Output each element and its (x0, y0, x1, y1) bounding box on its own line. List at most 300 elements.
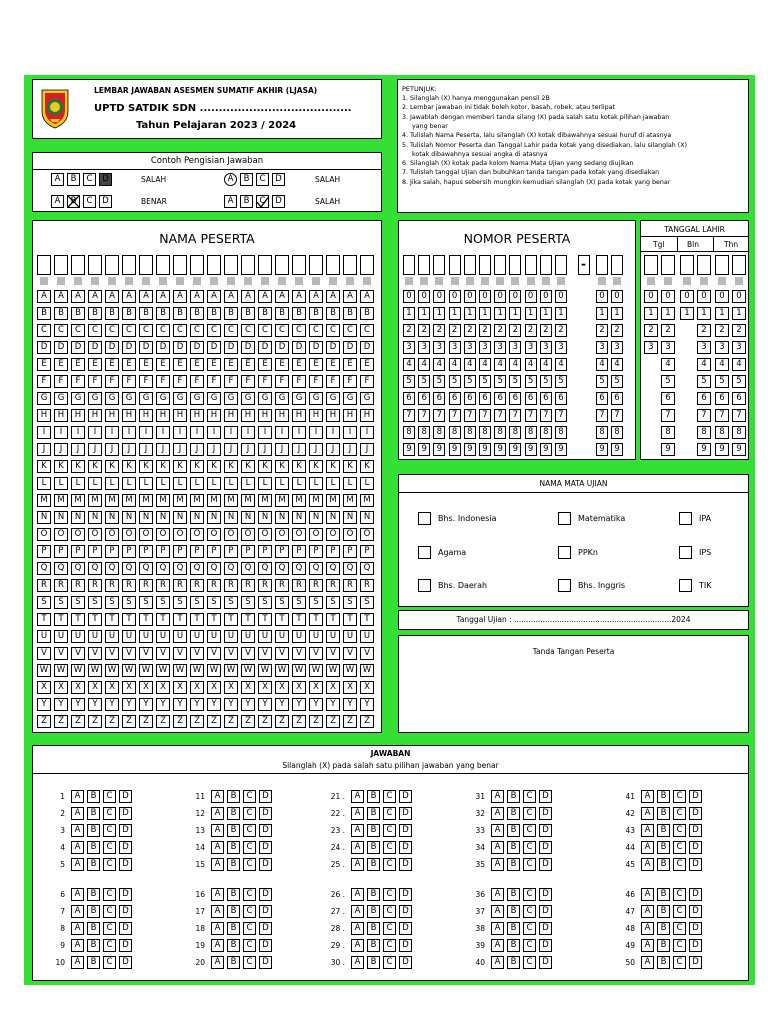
name-letter-bubble[interactable]: Q (71, 562, 85, 575)
answer-option-box[interactable]: C (523, 905, 536, 918)
name-letter-bubble[interactable]: T (343, 613, 357, 626)
nomor-digit-bubble[interactable]: 3 (464, 341, 476, 354)
name-letter-bubble[interactable]: T (275, 613, 289, 626)
tanggal-digit-bubble[interactable]: 5 (732, 375, 746, 388)
name-letter-bubble[interactable]: E (156, 358, 170, 371)
name-letter-bubble[interactable]: O (241, 528, 255, 541)
name-letter-bubble[interactable]: I (139, 426, 153, 439)
answer-option-box[interactable]: B (657, 956, 670, 969)
answer-option-box[interactable]: A (211, 956, 224, 969)
answer-option-box[interactable]: C (383, 824, 396, 837)
name-letter-bubble[interactable]: Y (88, 698, 102, 711)
name-letter-bubble[interactable]: D (71, 341, 85, 354)
name-letter-bubble[interactable]: V (241, 647, 255, 660)
name-letter-bubble[interactable]: P (156, 545, 170, 558)
answer-option-box[interactable]: C (673, 858, 686, 871)
answer-option-box[interactable]: B (657, 824, 670, 837)
name-letter-bubble[interactable]: K (207, 460, 221, 473)
name-letter-bubble[interactable]: A (105, 290, 119, 303)
name-letter-bubble[interactable]: H (88, 409, 102, 422)
answer-option-box[interactable]: B (367, 939, 380, 952)
name-letter-bubble[interactable]: B (190, 307, 204, 320)
tanggal-digit-bubble[interactable]: 2 (697, 324, 711, 337)
name-letter-bubble[interactable]: A (37, 290, 51, 303)
name-letter-bubble[interactable]: G (343, 392, 357, 405)
name-letter-bubble[interactable]: L (309, 477, 323, 490)
name-letter-bubble[interactable]: W (224, 664, 238, 677)
answer-option-box[interactable]: D (399, 939, 412, 952)
nomor-write-box[interactable] (525, 255, 537, 275)
answer-option-box[interactable]: D (539, 824, 552, 837)
name-letter-bubble[interactable]: R (275, 579, 289, 592)
name-letter-bubble[interactable]: Q (292, 562, 306, 575)
name-letter-bubble[interactable]: G (173, 392, 187, 405)
name-letter-bubble[interactable]: X (275, 681, 289, 694)
answer-option-box[interactable]: B (87, 824, 100, 837)
nomor-write-box[interactable] (509, 255, 521, 275)
name-letter-bubble[interactable]: X (37, 681, 51, 694)
name-letter-bubble[interactable]: T (224, 613, 238, 626)
name-letter-bubble[interactable]: L (241, 477, 255, 490)
name-letter-bubble[interactable]: Y (139, 698, 153, 711)
name-letter-bubble[interactable]: A (224, 290, 238, 303)
name-letter-bubble[interactable]: S (37, 596, 51, 609)
name-letter-bubble[interactable]: H (360, 409, 374, 422)
name-letter-bubble[interactable]: M (122, 494, 136, 507)
tanggal-write-box[interactable] (732, 255, 746, 275)
name-letter-bubble[interactable]: N (241, 511, 255, 524)
name-letter-bubble[interactable]: C (224, 324, 238, 337)
name-letter-bubble[interactable]: M (258, 494, 272, 507)
name-letter-bubble[interactable]: E (343, 358, 357, 371)
answer-option-box[interactable]: A (641, 824, 654, 837)
name-letter-bubble[interactable]: X (241, 681, 255, 694)
name-letter-bubble[interactable]: Y (105, 698, 119, 711)
name-letter-bubble[interactable]: M (241, 494, 255, 507)
nomor-digit-bubble[interactable]: 5 (555, 375, 567, 388)
name-letter-bubble[interactable]: F (71, 375, 85, 388)
name-letter-bubble[interactable]: E (122, 358, 136, 371)
nomor-write-box[interactable] (555, 255, 567, 275)
name-letter-bubble[interactable]: D (360, 341, 374, 354)
name-letter-bubble[interactable]: Z (122, 715, 136, 728)
answer-option-box[interactable]: D (539, 956, 552, 969)
name-letter-bubble[interactable]: V (224, 647, 238, 660)
name-write-box[interactable] (360, 255, 374, 275)
name-letter-bubble[interactable]: Q (156, 562, 170, 575)
name-letter-bubble[interactable]: H (241, 409, 255, 422)
name-letter-bubble[interactable]: D (207, 341, 221, 354)
name-letter-bubble[interactable]: Q (309, 562, 323, 575)
nomor-digit-bubble[interactable]: 3 (403, 341, 415, 354)
name-letter-bubble[interactable]: K (156, 460, 170, 473)
name-letter-bubble[interactable]: S (326, 596, 340, 609)
name-letter-bubble[interactable]: U (309, 630, 323, 643)
answer-option-box[interactable]: B (87, 807, 100, 820)
answer-option-box[interactable]: A (211, 824, 224, 837)
answer-option-box[interactable]: D (259, 905, 272, 918)
name-letter-bubble[interactable]: I (309, 426, 323, 439)
name-letter-bubble[interactable]: C (190, 324, 204, 337)
name-letter-bubble[interactable]: S (54, 596, 68, 609)
answer-option-box[interactable]: D (399, 888, 412, 901)
name-letter-bubble[interactable]: G (326, 392, 340, 405)
name-letter-bubble[interactable]: Q (105, 562, 119, 575)
tanggal-digit-bubble[interactable]: 0 (715, 290, 729, 303)
name-letter-bubble[interactable]: O (360, 528, 374, 541)
name-write-box[interactable] (224, 255, 238, 275)
name-letter-bubble[interactable]: E (360, 358, 374, 371)
name-letter-bubble[interactable]: G (258, 392, 272, 405)
name-letter-bubble[interactable]: R (326, 579, 340, 592)
answer-option-box[interactable]: C (383, 905, 396, 918)
subject-checkbox[interactable] (679, 512, 692, 525)
nomor-digit-bubble[interactable]: 3 (555, 341, 567, 354)
answer-option-box[interactable]: C (243, 790, 256, 803)
name-letter-bubble[interactable]: A (275, 290, 289, 303)
name-letter-bubble[interactable]: L (224, 477, 238, 490)
name-letter-bubble[interactable]: W (292, 664, 306, 677)
name-letter-bubble[interactable]: I (190, 426, 204, 439)
name-letter-bubble[interactable]: F (224, 375, 238, 388)
name-letter-bubble[interactable]: P (88, 545, 102, 558)
answer-option-box[interactable]: B (507, 922, 520, 935)
name-letter-bubble[interactable]: G (54, 392, 68, 405)
name-letter-bubble[interactable]: C (207, 324, 221, 337)
name-letter-bubble[interactable]: K (71, 460, 85, 473)
name-letter-bubble[interactable]: O (71, 528, 85, 541)
name-letter-bubble[interactable]: H (37, 409, 51, 422)
answer-option-box[interactable]: A (491, 841, 504, 854)
name-letter-bubble[interactable]: H (343, 409, 357, 422)
name-letter-bubble[interactable]: U (190, 630, 204, 643)
answer-option-box[interactable]: B (507, 807, 520, 820)
answer-option-box[interactable]: A (211, 939, 224, 952)
name-letter-bubble[interactable]: I (292, 426, 306, 439)
name-letter-bubble[interactable]: A (292, 290, 306, 303)
name-letter-bubble[interactable]: T (292, 613, 306, 626)
name-letter-bubble[interactable]: X (343, 681, 357, 694)
name-letter-bubble[interactable]: G (190, 392, 204, 405)
answer-option-box[interactable]: B (87, 888, 100, 901)
name-letter-bubble[interactable]: U (292, 630, 306, 643)
name-letter-bubble[interactable]: Y (37, 698, 51, 711)
name-letter-bubble[interactable]: J (343, 443, 357, 456)
nomor-digit-bubble[interactable]: 7 (418, 409, 430, 422)
name-letter-bubble[interactable]: O (224, 528, 238, 541)
name-letter-bubble[interactable]: K (292, 460, 306, 473)
nomor-digit-bubble[interactable]: 7 (464, 409, 476, 422)
name-letter-bubble[interactable]: A (343, 290, 357, 303)
name-letter-bubble[interactable]: J (292, 443, 306, 456)
answer-option-box[interactable]: D (689, 807, 702, 820)
name-letter-bubble[interactable]: V (139, 647, 153, 660)
name-letter-bubble[interactable]: E (54, 358, 68, 371)
nomor-digit-bubble[interactable]: 8 (611, 426, 623, 439)
name-letter-bubble[interactable]: G (224, 392, 238, 405)
nomor-digit-bubble[interactable]: 0 (479, 290, 491, 303)
name-letter-bubble[interactable]: S (88, 596, 102, 609)
nomor-digit-bubble[interactable]: 8 (433, 426, 445, 439)
name-letter-bubble[interactable]: A (241, 290, 255, 303)
name-letter-bubble[interactable]: J (173, 443, 187, 456)
answer-option-box[interactable]: A (351, 858, 364, 871)
name-letter-bubble[interactable]: V (190, 647, 204, 660)
name-letter-bubble[interactable]: G (139, 392, 153, 405)
name-letter-bubble[interactable]: V (292, 647, 306, 660)
name-letter-bubble[interactable]: B (292, 307, 306, 320)
name-letter-bubble[interactable]: S (71, 596, 85, 609)
name-letter-bubble[interactable]: A (139, 290, 153, 303)
name-letter-bubble[interactable]: G (122, 392, 136, 405)
name-write-box[interactable] (122, 255, 136, 275)
nomor-digit-bubble[interactable]: 5 (479, 375, 491, 388)
name-letter-bubble[interactable]: X (156, 681, 170, 694)
nomor-digit-bubble[interactable]: 8 (403, 426, 415, 439)
name-letter-bubble[interactable]: H (224, 409, 238, 422)
answer-option-box[interactable]: A (71, 824, 84, 837)
nomor-digit-bubble[interactable]: 1 (464, 307, 476, 320)
name-letter-bubble[interactable]: D (173, 341, 187, 354)
name-letter-bubble[interactable]: V (326, 647, 340, 660)
name-letter-bubble[interactable]: E (71, 358, 85, 371)
name-letter-bubble[interactable]: Z (156, 715, 170, 728)
name-letter-bubble[interactable]: E (292, 358, 306, 371)
tanggal-digit-bubble[interactable]: 1 (680, 307, 694, 320)
name-letter-bubble[interactable]: N (156, 511, 170, 524)
nomor-digit-bubble[interactable]: 1 (509, 307, 521, 320)
name-letter-bubble[interactable]: X (88, 681, 102, 694)
name-write-box[interactable] (258, 255, 272, 275)
nomor-digit-bubble[interactable]: 7 (525, 409, 537, 422)
answer-option-box[interactable]: C (673, 888, 686, 901)
nomor-digit-bubble[interactable]: 4 (433, 358, 445, 371)
answer-option-box[interactable]: B (227, 956, 240, 969)
answer-option-box[interactable]: B (367, 922, 380, 935)
name-letter-bubble[interactable]: J (241, 443, 255, 456)
name-letter-bubble[interactable]: O (105, 528, 119, 541)
name-write-box[interactable] (241, 255, 255, 275)
name-letter-bubble[interactable]: X (224, 681, 238, 694)
name-letter-bubble[interactable]: W (88, 664, 102, 677)
name-letter-bubble[interactable]: R (292, 579, 306, 592)
name-letter-bubble[interactable]: R (54, 579, 68, 592)
answer-option-box[interactable]: B (367, 841, 380, 854)
nomor-digit-bubble[interactable]: 4 (403, 358, 415, 371)
name-letter-bubble[interactable]: D (139, 341, 153, 354)
nomor-digit-bubble[interactable]: 0 (494, 290, 506, 303)
name-letter-bubble[interactable]: W (275, 664, 289, 677)
name-letter-bubble[interactable]: R (360, 579, 374, 592)
name-letter-bubble[interactable]: Q (54, 562, 68, 575)
answer-option-box[interactable]: D (259, 888, 272, 901)
answer-option-box[interactable]: B (367, 824, 380, 837)
name-letter-bubble[interactable]: Z (190, 715, 204, 728)
name-letter-bubble[interactable]: A (360, 290, 374, 303)
name-letter-bubble[interactable]: G (207, 392, 221, 405)
name-letter-bubble[interactable]: K (122, 460, 136, 473)
name-letter-bubble[interactable]: U (258, 630, 272, 643)
name-letter-bubble[interactable]: L (37, 477, 51, 490)
answer-option-box[interactable]: A (351, 790, 364, 803)
name-letter-bubble[interactable]: M (309, 494, 323, 507)
name-letter-bubble[interactable]: K (139, 460, 153, 473)
nomor-digit-bubble[interactable]: 2 (464, 324, 476, 337)
nomor-digit-bubble[interactable]: 7 (509, 409, 521, 422)
name-letter-bubble[interactable]: K (343, 460, 357, 473)
name-letter-bubble[interactable]: Q (275, 562, 289, 575)
answer-option-box[interactable]: A (71, 841, 84, 854)
nomor-digit-bubble[interactable]: 1 (479, 307, 491, 320)
name-letter-bubble[interactable]: C (173, 324, 187, 337)
answer-option-box[interactable]: B (507, 888, 520, 901)
answer-option-box[interactable]: C (383, 807, 396, 820)
name-letter-bubble[interactable]: O (37, 528, 51, 541)
answer-option-box[interactable]: A (641, 790, 654, 803)
name-letter-bubble[interactable]: U (241, 630, 255, 643)
answer-option-box[interactable]: D (539, 858, 552, 871)
name-letter-bubble[interactable]: F (105, 375, 119, 388)
nomor-write-box[interactable] (479, 255, 491, 275)
name-letter-bubble[interactable]: R (190, 579, 204, 592)
name-letter-bubble[interactable]: B (326, 307, 340, 320)
nomor-digit-bubble[interactable]: 2 (433, 324, 445, 337)
name-letter-bubble[interactable]: T (122, 613, 136, 626)
name-letter-bubble[interactable]: L (258, 477, 272, 490)
name-letter-bubble[interactable]: E (88, 358, 102, 371)
name-letter-bubble[interactable]: F (139, 375, 153, 388)
tanggal-digit-bubble[interactable]: 7 (697, 409, 711, 422)
name-letter-bubble[interactable]: X (309, 681, 323, 694)
name-letter-bubble[interactable]: N (139, 511, 153, 524)
name-letter-bubble[interactable]: G (156, 392, 170, 405)
name-letter-bubble[interactable]: U (122, 630, 136, 643)
name-letter-bubble[interactable]: Y (309, 698, 323, 711)
answer-option-box[interactable]: D (259, 956, 272, 969)
tanggal-digit-bubble[interactable]: 7 (661, 409, 675, 422)
name-letter-bubble[interactable]: A (88, 290, 102, 303)
nomor-digit-bubble[interactable]: 4 (509, 358, 521, 371)
answer-option-box[interactable]: C (673, 841, 686, 854)
name-letter-bubble[interactable]: W (139, 664, 153, 677)
name-letter-bubble[interactable]: J (326, 443, 340, 456)
name-letter-bubble[interactable]: Y (343, 698, 357, 711)
name-letter-bubble[interactable]: A (156, 290, 170, 303)
name-letter-bubble[interactable]: Y (54, 698, 68, 711)
name-letter-bubble[interactable]: E (37, 358, 51, 371)
name-letter-bubble[interactable]: I (343, 426, 357, 439)
name-write-box[interactable] (292, 255, 306, 275)
name-letter-bubble[interactable]: U (88, 630, 102, 643)
nomor-digit-bubble[interactable]: 5 (540, 375, 552, 388)
name-letter-bubble[interactable]: T (71, 613, 85, 626)
name-letter-bubble[interactable]: Y (326, 698, 340, 711)
answer-option-box[interactable]: A (641, 807, 654, 820)
nomor-digit-bubble[interactable]: 8 (494, 426, 506, 439)
nomor-digit-bubble[interactable]: 4 (449, 358, 461, 371)
name-letter-bubble[interactable]: O (190, 528, 204, 541)
nomor-digit-bubble[interactable]: 2 (509, 324, 521, 337)
name-letter-bubble[interactable]: B (37, 307, 51, 320)
name-letter-bubble[interactable]: P (173, 545, 187, 558)
name-letter-bubble[interactable]: Z (224, 715, 238, 728)
answer-option-box[interactable]: D (689, 922, 702, 935)
answer-option-box[interactable]: C (243, 807, 256, 820)
tanggal-digit-bubble[interactable]: 7 (715, 409, 729, 422)
name-letter-bubble[interactable]: H (122, 409, 136, 422)
name-letter-bubble[interactable]: B (275, 307, 289, 320)
name-letter-bubble[interactable]: W (190, 664, 204, 677)
name-letter-bubble[interactable]: Z (105, 715, 119, 728)
name-letter-bubble[interactable]: D (258, 341, 272, 354)
name-letter-bubble[interactable]: J (88, 443, 102, 456)
answer-option-box[interactable]: A (211, 841, 224, 854)
name-letter-bubble[interactable]: R (122, 579, 136, 592)
name-letter-bubble[interactable]: X (105, 681, 119, 694)
name-letter-bubble[interactable]: I (360, 426, 374, 439)
answer-option-box[interactable]: D (119, 790, 132, 803)
name-letter-bubble[interactable]: A (190, 290, 204, 303)
name-letter-bubble[interactable]: N (326, 511, 340, 524)
name-letter-bubble[interactable]: C (275, 324, 289, 337)
nomor-digit-bubble[interactable]: 6 (509, 392, 521, 405)
name-letter-bubble[interactable]: T (105, 613, 119, 626)
name-letter-bubble[interactable]: E (105, 358, 119, 371)
answer-option-box[interactable]: B (657, 858, 670, 871)
nomor-digit-bubble[interactable]: 2 (479, 324, 491, 337)
answer-option-box[interactable]: D (689, 790, 702, 803)
name-letter-bubble[interactable]: W (360, 664, 374, 677)
nomor-digit-bubble[interactable]: 0 (525, 290, 537, 303)
nomor-digit-bubble[interactable]: 0 (449, 290, 461, 303)
answer-option-box[interactable]: D (399, 858, 412, 871)
answer-option-box[interactable]: A (491, 905, 504, 918)
name-letter-bubble[interactable]: V (122, 647, 136, 660)
answer-option-box[interactable]: D (399, 824, 412, 837)
name-letter-bubble[interactable]: T (326, 613, 340, 626)
name-letter-bubble[interactable]: U (207, 630, 221, 643)
answer-option-box[interactable]: A (351, 956, 364, 969)
name-letter-bubble[interactable]: E (190, 358, 204, 371)
name-letter-bubble[interactable]: N (71, 511, 85, 524)
answer-option-box[interactable]: C (383, 790, 396, 803)
tanda-tangan-panel[interactable] (398, 635, 749, 733)
name-letter-bubble[interactable]: K (105, 460, 119, 473)
answer-option-box[interactable]: B (367, 790, 380, 803)
tanggal-digit-bubble[interactable]: 0 (644, 290, 658, 303)
name-letter-bubble[interactable]: R (173, 579, 187, 592)
name-letter-bubble[interactable]: O (156, 528, 170, 541)
name-letter-bubble[interactable]: D (309, 341, 323, 354)
name-letter-bubble[interactable]: R (207, 579, 221, 592)
name-letter-bubble[interactable]: D (37, 341, 51, 354)
name-letter-bubble[interactable]: K (37, 460, 51, 473)
name-letter-bubble[interactable]: J (360, 443, 374, 456)
name-letter-bubble[interactable]: N (54, 511, 68, 524)
answer-option-box[interactable]: D (119, 858, 132, 871)
nomor-digit-bubble[interactable]: 7 (555, 409, 567, 422)
name-letter-bubble[interactable]: N (224, 511, 238, 524)
nomor-digit-bubble[interactable]: 6 (418, 392, 430, 405)
tanggal-digit-bubble[interactable]: 3 (697, 341, 711, 354)
nomor-digit-bubble[interactable]: 3 (418, 341, 430, 354)
tanggal-digit-bubble[interactable]: 4 (715, 358, 729, 371)
name-letter-bubble[interactable]: S (122, 596, 136, 609)
name-letter-bubble[interactable]: C (88, 324, 102, 337)
answer-option-box[interactable]: A (211, 858, 224, 871)
name-letter-bubble[interactable]: A (122, 290, 136, 303)
nomor-digit-bubble[interactable]: 5 (509, 375, 521, 388)
